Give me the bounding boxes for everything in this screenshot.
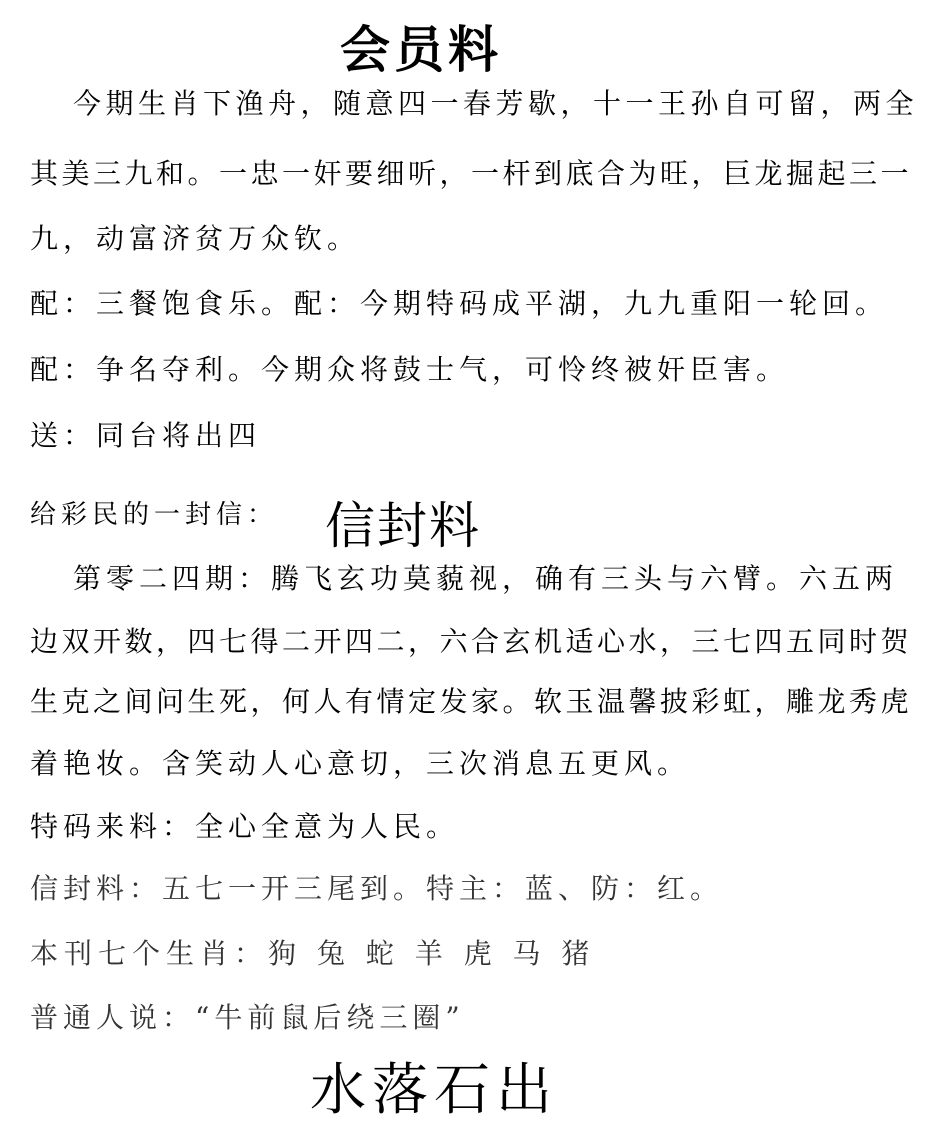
common-saying-line: 普通人说：“牛前鼠后绕三圈”: [30, 1001, 465, 1034]
envelope-line-2: 边双开数，四七得二开四二，六合玄机适心水，三七四五同时贺: [30, 625, 913, 658]
member-line-1: 今期生肖下渔舟，随意四一春芳歇，十一王孙自可留，两全: [73, 87, 919, 120]
member-pairing-line-1: 配：三餐饱食乐。配：今期特码成平湖，九九重阳一轮回。: [30, 287, 889, 320]
member-line-3: 九，动富济贫万众钦。: [30, 222, 361, 255]
member-pairing-line-2: 配：争名夺利。今期众将鼓士气，可怜终被奸臣害。: [30, 353, 790, 386]
member-line-2: 其美三九和。一忠一奸要细听，一杆到底合为旺，巨龙掘起三一: [30, 157, 913, 190]
envelope-tail-line: 信封料：五七一开三尾到。特主：蓝、防：红。: [30, 872, 724, 905]
special-code-line: 特码来料：全心全意为人民。: [30, 810, 460, 843]
envelope-title: 信封料: [325, 497, 481, 555]
closing-title: 水落石出: [310, 1058, 558, 1123]
envelope-line-1: 第零二四期：腾飞玄功莫藐视，确有三头与六臂。六五两: [73, 562, 899, 595]
zodiac-line: 本刊七个生肖：狗 兔 蛇 羊 虎 马 猪: [30, 937, 596, 970]
envelope-line-4: 着艳妆。含笑动人心意切，三次消息五更风。: [30, 747, 691, 780]
envelope-line-3: 生克之间问生死，何人有情定发家。软玉温馨披彩虹，雕龙秀虎: [30, 685, 913, 718]
member-title: 会员料: [340, 21, 502, 79]
member-send-line: 送：同台将出四: [30, 419, 262, 452]
envelope-intro: 给彩民的一封信：: [30, 500, 279, 530]
